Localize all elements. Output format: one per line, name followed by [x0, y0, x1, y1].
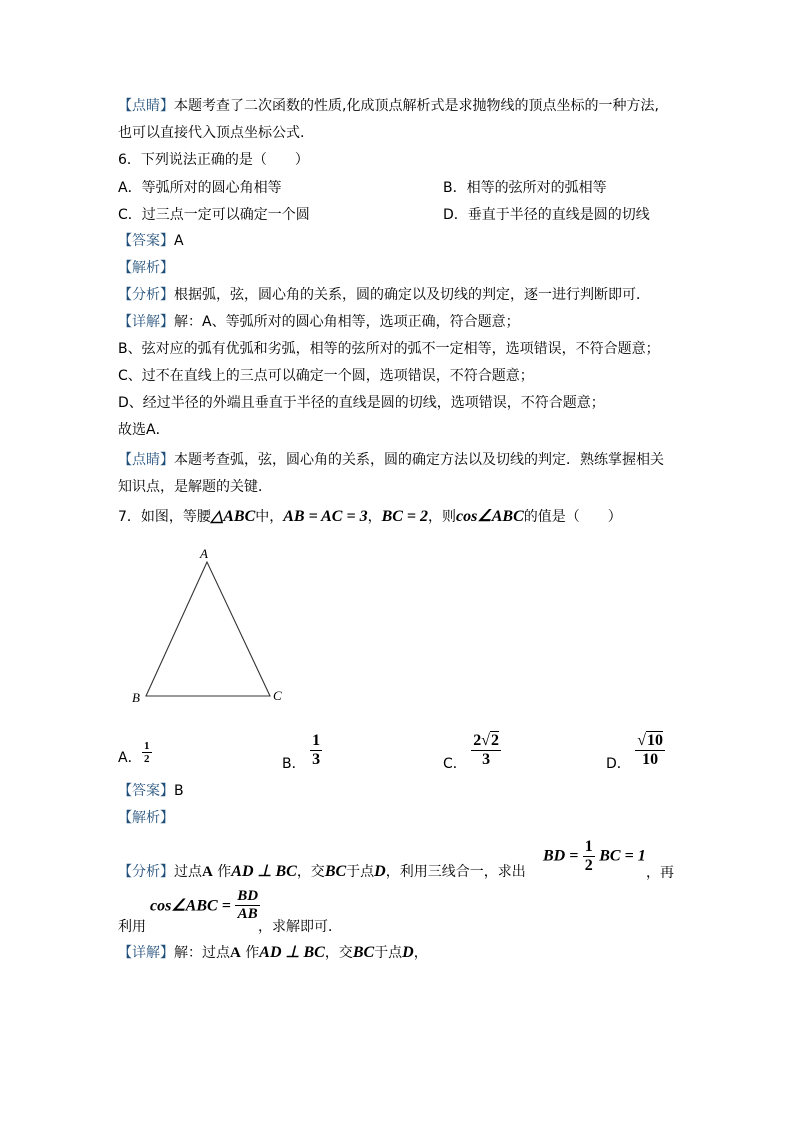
detail-text: 于点 [374, 945, 403, 961]
q7-option-a [118, 740, 152, 765]
q6-option-c: C．过三点一定可以确定一个圆 [118, 207, 310, 223]
answer-tag: 【答案】 [118, 783, 174, 799]
fraction-denominator: 3 [471, 750, 501, 769]
cos-eq-left: cos∠ABC = [150, 897, 231, 915]
option-letter: D． [606, 756, 631, 772]
coefficient: 2 [473, 732, 482, 749]
bc-eq-one: BC = 1 [599, 847, 646, 865]
option-a-fraction [142, 740, 152, 765]
q6-detail-line1 [118, 312, 520, 332]
fenxi-use: 利用 [118, 919, 146, 935]
detail-text: 解：过点 [174, 945, 230, 961]
fraction-numerator: √10 [637, 732, 664, 749]
radicand: 2 [491, 732, 500, 749]
fenxi-text: 根据弧，弦，圆心角的关系，圆的确定以及切线的判定，逐一进行判断即可． [174, 287, 650, 303]
fenxi-text: ，利用三线合一，求出 [385, 864, 526, 880]
fraction-denominator: AB [235, 905, 260, 923]
bd-over-ab [235, 888, 260, 923]
fenxi-tag: 【分析】 [118, 287, 174, 303]
q6-answer [118, 231, 184, 251]
q6-option-a: A．等弧所对的圆心角相等 [118, 180, 282, 196]
half-fraction [583, 838, 595, 875]
triangle-figure [126, 544, 296, 709]
fraction-numerator: 1 [584, 838, 593, 855]
q6-note-line2: 知识点，是解题的关键． [118, 479, 272, 495]
note-text: 本题考查了二次函数的性质,化成顶点解析式是求抛物线的顶点坐标的一种方法, [174, 98, 659, 114]
fenxi-text: ，交 [296, 864, 325, 880]
stem-pre: 7．如图，等腰 [118, 509, 211, 525]
q5-note-line1 [118, 96, 659, 116]
q7-fenxi-line1 [118, 862, 526, 882]
q7-detail-line1 [118, 943, 428, 963]
detail-text: 作 [245, 945, 260, 961]
detail-text: 解：A、等弧所对的圆心角相等，选项正确，符合题意； [174, 314, 520, 330]
eq-bc: BC = 2 [381, 508, 429, 525]
bd-equation [543, 838, 646, 875]
vertex-label-b: B [132, 690, 140, 705]
vertex-label-a: A [200, 546, 208, 561]
sep: ， [367, 509, 382, 525]
q6-detail-line2: B、弦对应的弧有优弧和劣弧，相等的弦所对的弧不一定相等，选项错误，不符合题意； [118, 341, 660, 357]
fenxi-tag: 【分析】 [118, 864, 174, 880]
triangle-abc: △ABC [210, 508, 256, 525]
q7-option-c [443, 732, 501, 772]
eq-ab-ac: AB = AC = 3 [283, 508, 368, 525]
triangle-shape [146, 562, 270, 696]
q6-detail-line3: C、过不在直线上的三点可以确定一个圆，选项错误，不符合题意； [118, 368, 534, 384]
detail-text: ，交 [324, 945, 353, 961]
fenxi-text: 于点 [346, 864, 375, 880]
point-a: A [202, 864, 213, 880]
fenxi-text: 过点 [174, 864, 202, 880]
answer-tag: 【答案】 [118, 233, 174, 249]
detail-tag: 【详解】 [118, 945, 174, 961]
option-letter: B． [282, 756, 306, 772]
q7-option-b [282, 732, 322, 772]
stem-mid: ，则 [428, 509, 457, 525]
fraction-denominator: 10 [635, 750, 665, 769]
fraction-denominator: 2 [144, 753, 150, 765]
cos-equation [150, 888, 260, 923]
ad-perp-bc: AD ⊥ BC [231, 863, 297, 880]
fenxi-solve: ，求解即可． [258, 919, 342, 935]
point-d: D [402, 944, 414, 961]
q6-detail-line4: D、经过半径的外端且垂直于半径的直线是圆的切线，选项错误，不符合题意； [118, 395, 605, 411]
segment-bc: BC [352, 944, 375, 961]
cos-abc: cos∠ABC [456, 508, 524, 525]
note-tag: 【点睛】 [118, 452, 174, 468]
option-c-fraction [471, 732, 501, 769]
fraction-denominator: 3 [312, 751, 321, 768]
note-text: 本题考查弧，弦，圆心角的关系，圆的确定方法以及切线的判定．熟练掌握相关 [174, 452, 664, 468]
fraction-denominator: 2 [584, 857, 593, 874]
point-a: A [230, 945, 241, 961]
detail-tag: 【详解】 [118, 314, 174, 330]
option-letter: C． [443, 756, 467, 772]
q5-note-line2: 也可以直接代入顶点坐标公式. [118, 125, 305, 141]
option-d-fraction [635, 732, 665, 769]
option-letter: A． [118, 750, 142, 766]
q7-option-d [606, 732, 665, 772]
vertex-label-c: C [273, 688, 282, 703]
fenxi-text: 作 [217, 864, 232, 880]
answer-value: A [174, 233, 184, 249]
answer-value: B [174, 783, 184, 799]
detail-text: ， [413, 945, 428, 961]
q6-option-b: B．相等的弦所对的弧相等 [443, 180, 607, 196]
q6-detail-line5: 故选A． [118, 422, 170, 438]
ad-perp-bc: AD ⊥ BC [259, 944, 325, 961]
fraction-numerator: 2√2 [473, 732, 500, 749]
radicand: 10 [647, 732, 664, 749]
q7-answer [118, 781, 184, 801]
stem-post: 的值是（ ） [523, 509, 622, 525]
option-b-fraction [310, 732, 322, 769]
q6-option-d: D．垂直于半径的直线是圆的切线 [443, 207, 650, 223]
fenxi-then: ，再 [646, 865, 674, 881]
q6-analysis-tag: 【解析】 [118, 260, 174, 276]
bd-eq-left: BD = [543, 847, 579, 865]
note-tag: 【点睛】 [118, 98, 174, 114]
q6-note-line1 [118, 450, 664, 470]
stem-mid: 中， [255, 509, 284, 525]
q6-fenxi [118, 285, 650, 305]
q7-stem [118, 507, 622, 527]
fraction-numerator: BD [237, 888, 259, 904]
fraction-numerator: 1 [144, 740, 150, 752]
segment-bc: BC [324, 863, 347, 880]
q7-analysis-tag: 【解析】 [118, 810, 174, 826]
q6-stem: 6．下列说法正确的是（ ） [118, 152, 309, 168]
fraction-numerator: 1 [312, 732, 321, 749]
point-d: D [374, 863, 386, 880]
